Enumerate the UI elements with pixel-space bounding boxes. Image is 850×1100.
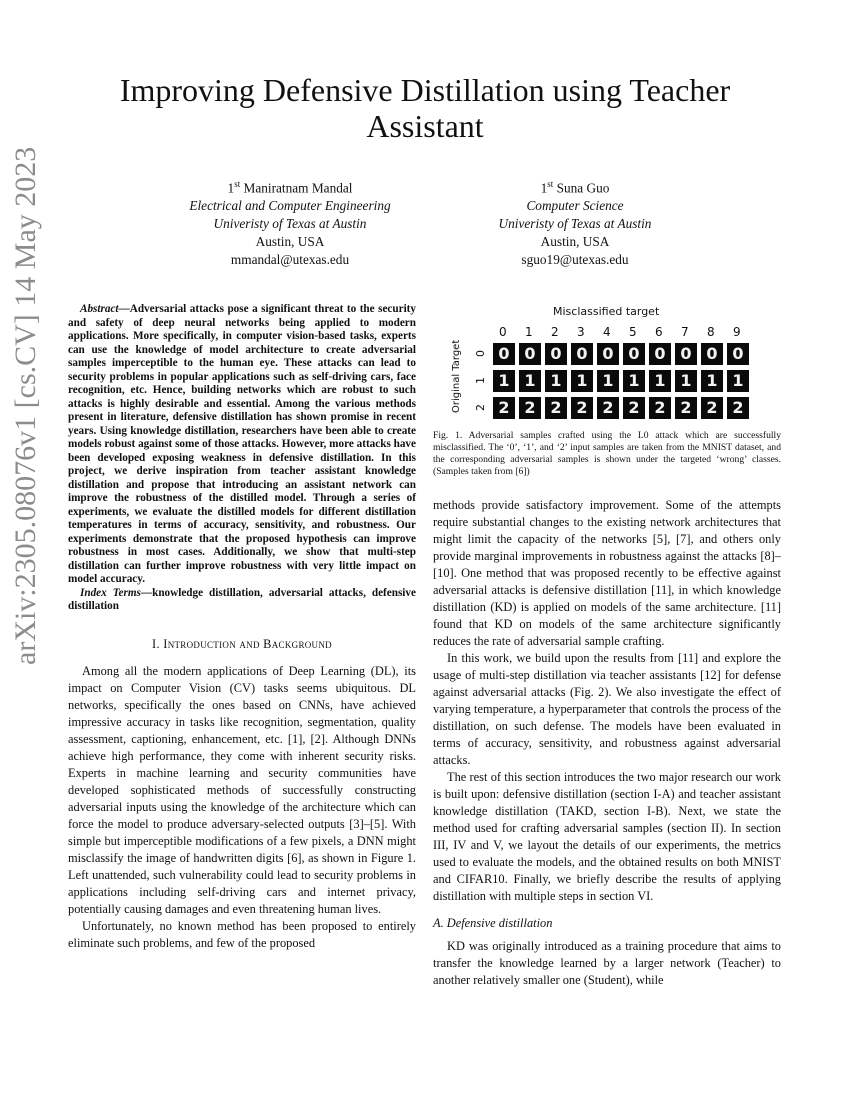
author-block-1 [140,175,440,269]
digit-sample-image [519,370,541,392]
column-label: 6 [655,325,663,339]
digit-sample-image [649,397,671,419]
digit-sample-image [571,343,593,365]
paragraph: In this work, we build upon the results from [11] and explore the usage of multi-step distillation via teacher assistants [12] for defense against adversarial attacks (Fig. 2). We also investigate the effect of varying temperature, a hyperparameter that controls the process of the distillation, on such defense. The models have been evaluated in terms of accuracy, sensitivity, and robustness against adversarial attacks. [433,651,781,767]
index-terms: Index Terms—knowledge distillation, adversarial attacks, defensive distillation [68,586,416,612]
digit-glyph: 1 [602,371,614,390]
digit-glyph: 1 [654,371,666,390]
digit-sample-image [675,370,697,392]
right-column [433,497,781,989]
digit-glyph: 1 [706,371,718,390]
digit-sample-image [545,343,567,365]
author-univ: Univeristy of Texas at Austin [213,216,367,232]
column-label: 0 [499,325,507,339]
digit-glyph: 2 [654,398,666,417]
digit-glyph: 1 [680,371,692,390]
digit-glyph: 0 [602,344,614,363]
column-label: 4 [603,325,611,339]
digit-glyph: 0 [576,344,588,363]
digit-sample-image [623,370,645,392]
digit-glyph: 1 [576,371,588,390]
paragraph: Among all the modern applications of Deep Learning (DL), its impact on Computer Vision (CV) tasks seems ubiquitous. DL networks, specifically the ones based on CNNs, have achieved impressive accuracy in tasks like recognition, segmentation, quality assessment, captioning, enhancement, etc. [1], [2]. Although DNNs achieve high performance, they come with inherent security risks. Experts in machine learning and security communities have developed sophisticated methods of successfully constructing adversarial inputs using the knowledge of the architecture which can force the model to produce adversary-selected outputs [3]–[5]. With simple but imperceptible modifications of a few pixels, a DNN might misclassify the image of handwritten digits [6], as shown in Figure 1. Left unattended, such vulnerability could lead to security problems in applications including self-driving cars and internet privacy, potentially causing damages and even threatening human lives. [68,663,416,916]
figure-caption: Fig. 1. Adversarial samples crafted using the L0 attack which are successfully misclassified. The ‘0’, ‘1’, and ‘2’ input samples are taken from the MNIST dataset, and the corresponding adversarial samples is shown under the targeted ‘wrong’ classes. (Samples taken from [6]) [433,430,781,477]
author-city: Austin, USA [255,234,325,250]
column-label: 3 [577,325,585,339]
digit-sample-image [493,370,515,392]
arxiv-stamp: arXiv:2305.08076v1 [cs.CV] 14 May 2023 [9,146,42,665]
digit-glyph: 2 [602,398,614,417]
digit-sample-image [597,370,619,392]
digit-sample-image [571,397,593,419]
abstract: Abstract—Adversarial attacks pose a significant threat to the security and safety of deep neural networks being applied to modern applications. More specifically, in computer vision-based tasks, experts can use the knowledge of model architecture to create adversarial samples imperceptible to the human eye. These attacks can lead to security problems in popular applications such as self-driving cars, face recognition, etc. Hence, building networks which are robust to such attacks is highly desirable and essential. Among the various methods present in literature, defensive distillation has shown promise in recent years. Using knowledge distillation, researchers have been able to create models robust against some of those attacks. However, more attacks have been developed exposing weakness in defensive distillation. In this project, we derive inspiration from teacher assistant knowledge distillation and propose that introducing an assistant network can improve the robustness of the distilled model. Through a series of experiments, we evaluate the distilled models for different distillation temperatures in terms of accuracy, sensitivity, and robustness. Our experiments demonstrate that the proposed hypothesis can improve robustness in most cases. Additionally, we show that multi-step distillation can further improve robustness with very little impact on model accuracy. [68,303,416,585]
digit-sample-image [675,397,697,419]
author-dept: Computer Science [526,198,624,214]
column-label: 9 [733,325,741,339]
column-label: 5 [629,325,637,339]
paragraph: The rest of this section introduces the two major research our work is built upon: defensive distillation (section I-A) and teacher assistant knowledge distillation (TAKD, section I-B). Next, we state the method used for crafting adversarial samples (section II). In section III, IV and V, we layout the details of our experiments, the metrics used to evaluate the models, and the obtained results on both MNIST and CIFAR10. Finally, we briefly describe the results of applying distillation with multiple steps in section VI. [433,770,781,903]
digit-sample-image [623,343,645,365]
digit-sample-image [571,370,593,392]
digit-sample-image [519,397,541,419]
digit-glyph: 2 [550,398,562,417]
digit-sample-image [675,343,697,365]
figure-column-labels [493,325,753,339]
digit-glyph: 0 [680,344,692,363]
left-column [68,303,416,952]
author-name: 1st Suna Guo [540,179,610,196]
digit-glyph: 1 [524,371,536,390]
digit-sample-image [727,343,749,365]
digit-glyph: 0 [732,344,744,363]
author-city: Austin, USA [540,234,610,250]
digit-glyph: 0 [628,344,640,363]
author-block-2 [425,175,725,269]
digit-glyph: 2 [732,398,744,417]
digit-sample-image [701,397,723,419]
row-label: 1 [474,377,487,384]
digit-sample-image [649,370,671,392]
digit-glyph: 0 [498,344,510,363]
figure-title: Misclassified target [553,305,660,318]
author-univ: Univeristy of Texas at Austin [498,216,652,232]
digit-sample-image [519,343,541,365]
column-label: 2 [551,325,559,339]
digit-sample-image [597,343,619,365]
digit-glyph: 1 [732,371,744,390]
digit-sample-image [493,397,515,419]
digit-glyph: 2 [524,398,536,417]
digit-sample-image [545,370,567,392]
digit-glyph: 0 [550,344,562,363]
digit-glyph: 2 [680,398,692,417]
digit-glyph: 0 [706,344,718,363]
digit-sample-image [701,343,723,365]
digit-sample-image [727,370,749,392]
digit-glyph: 2 [628,398,640,417]
digit-glyph: 2 [706,398,718,417]
digit-sample-image [649,343,671,365]
digit-sample-image [597,397,619,419]
digit-sample-image [545,397,567,419]
paper-title: Improving Defensive Distillation using Teacher Assistant [119,72,731,144]
row-label: 0 [474,350,487,357]
author-email[interactable]: sguo19@utexas.edu [521,252,629,268]
digit-glyph: 2 [498,398,510,417]
paragraph: KD was originally introduced as a training procedure that aims to transfer the knowledge learned by a larger network (Teacher) to another relatively smaller one (Student), while [433,939,781,987]
author-name: 1st Maniratnam Mandal [227,179,353,196]
digit-glyph: 1 [628,371,640,390]
digit-glyph: 0 [654,344,666,363]
row-label: 2 [474,404,487,411]
digit-sample-image [701,370,723,392]
digit-glyph: 2 [576,398,588,417]
digit-sample-image [623,397,645,419]
column-label: 1 [525,325,533,339]
section-heading: I. Introduction and Background [152,636,332,651]
figure-y-label: Original Target [451,339,462,413]
column-label: 7 [681,325,689,339]
column-label: 8 [707,325,715,339]
digit-sample-image [493,343,515,365]
author-dept: Electrical and Computer Engineering [189,198,391,214]
paragraph: Unfortunately, no known method has been proposed to entirely eliminate such problems, and few of the proposed [68,918,416,950]
digit-glyph: 1 [498,371,510,390]
paragraph: methods provide satisfactory improvement. Some of the attempts require substantial changes to the existing network architectures that might limit the capacity of the networks [5], [7], and others only provide marginal improvements in robustness against the attacks [8]–[10]. One method that was proposed recently to be effective against adversarial attacks is defensive distillation [11], in which knowledge distillation (KD) is applied on models of the same architecture. [11] found that KD on models of the same architecture significantly reduces the rate of adversarial sample crafting. [433,498,781,648]
subsection-heading: A. Defensive distillation [433,916,553,930]
author-email[interactable]: mmandal@utexas.edu [230,252,350,268]
digit-sample-image [727,397,749,419]
digit-glyph: 0 [524,344,536,363]
digit-glyph: 1 [550,371,562,390]
